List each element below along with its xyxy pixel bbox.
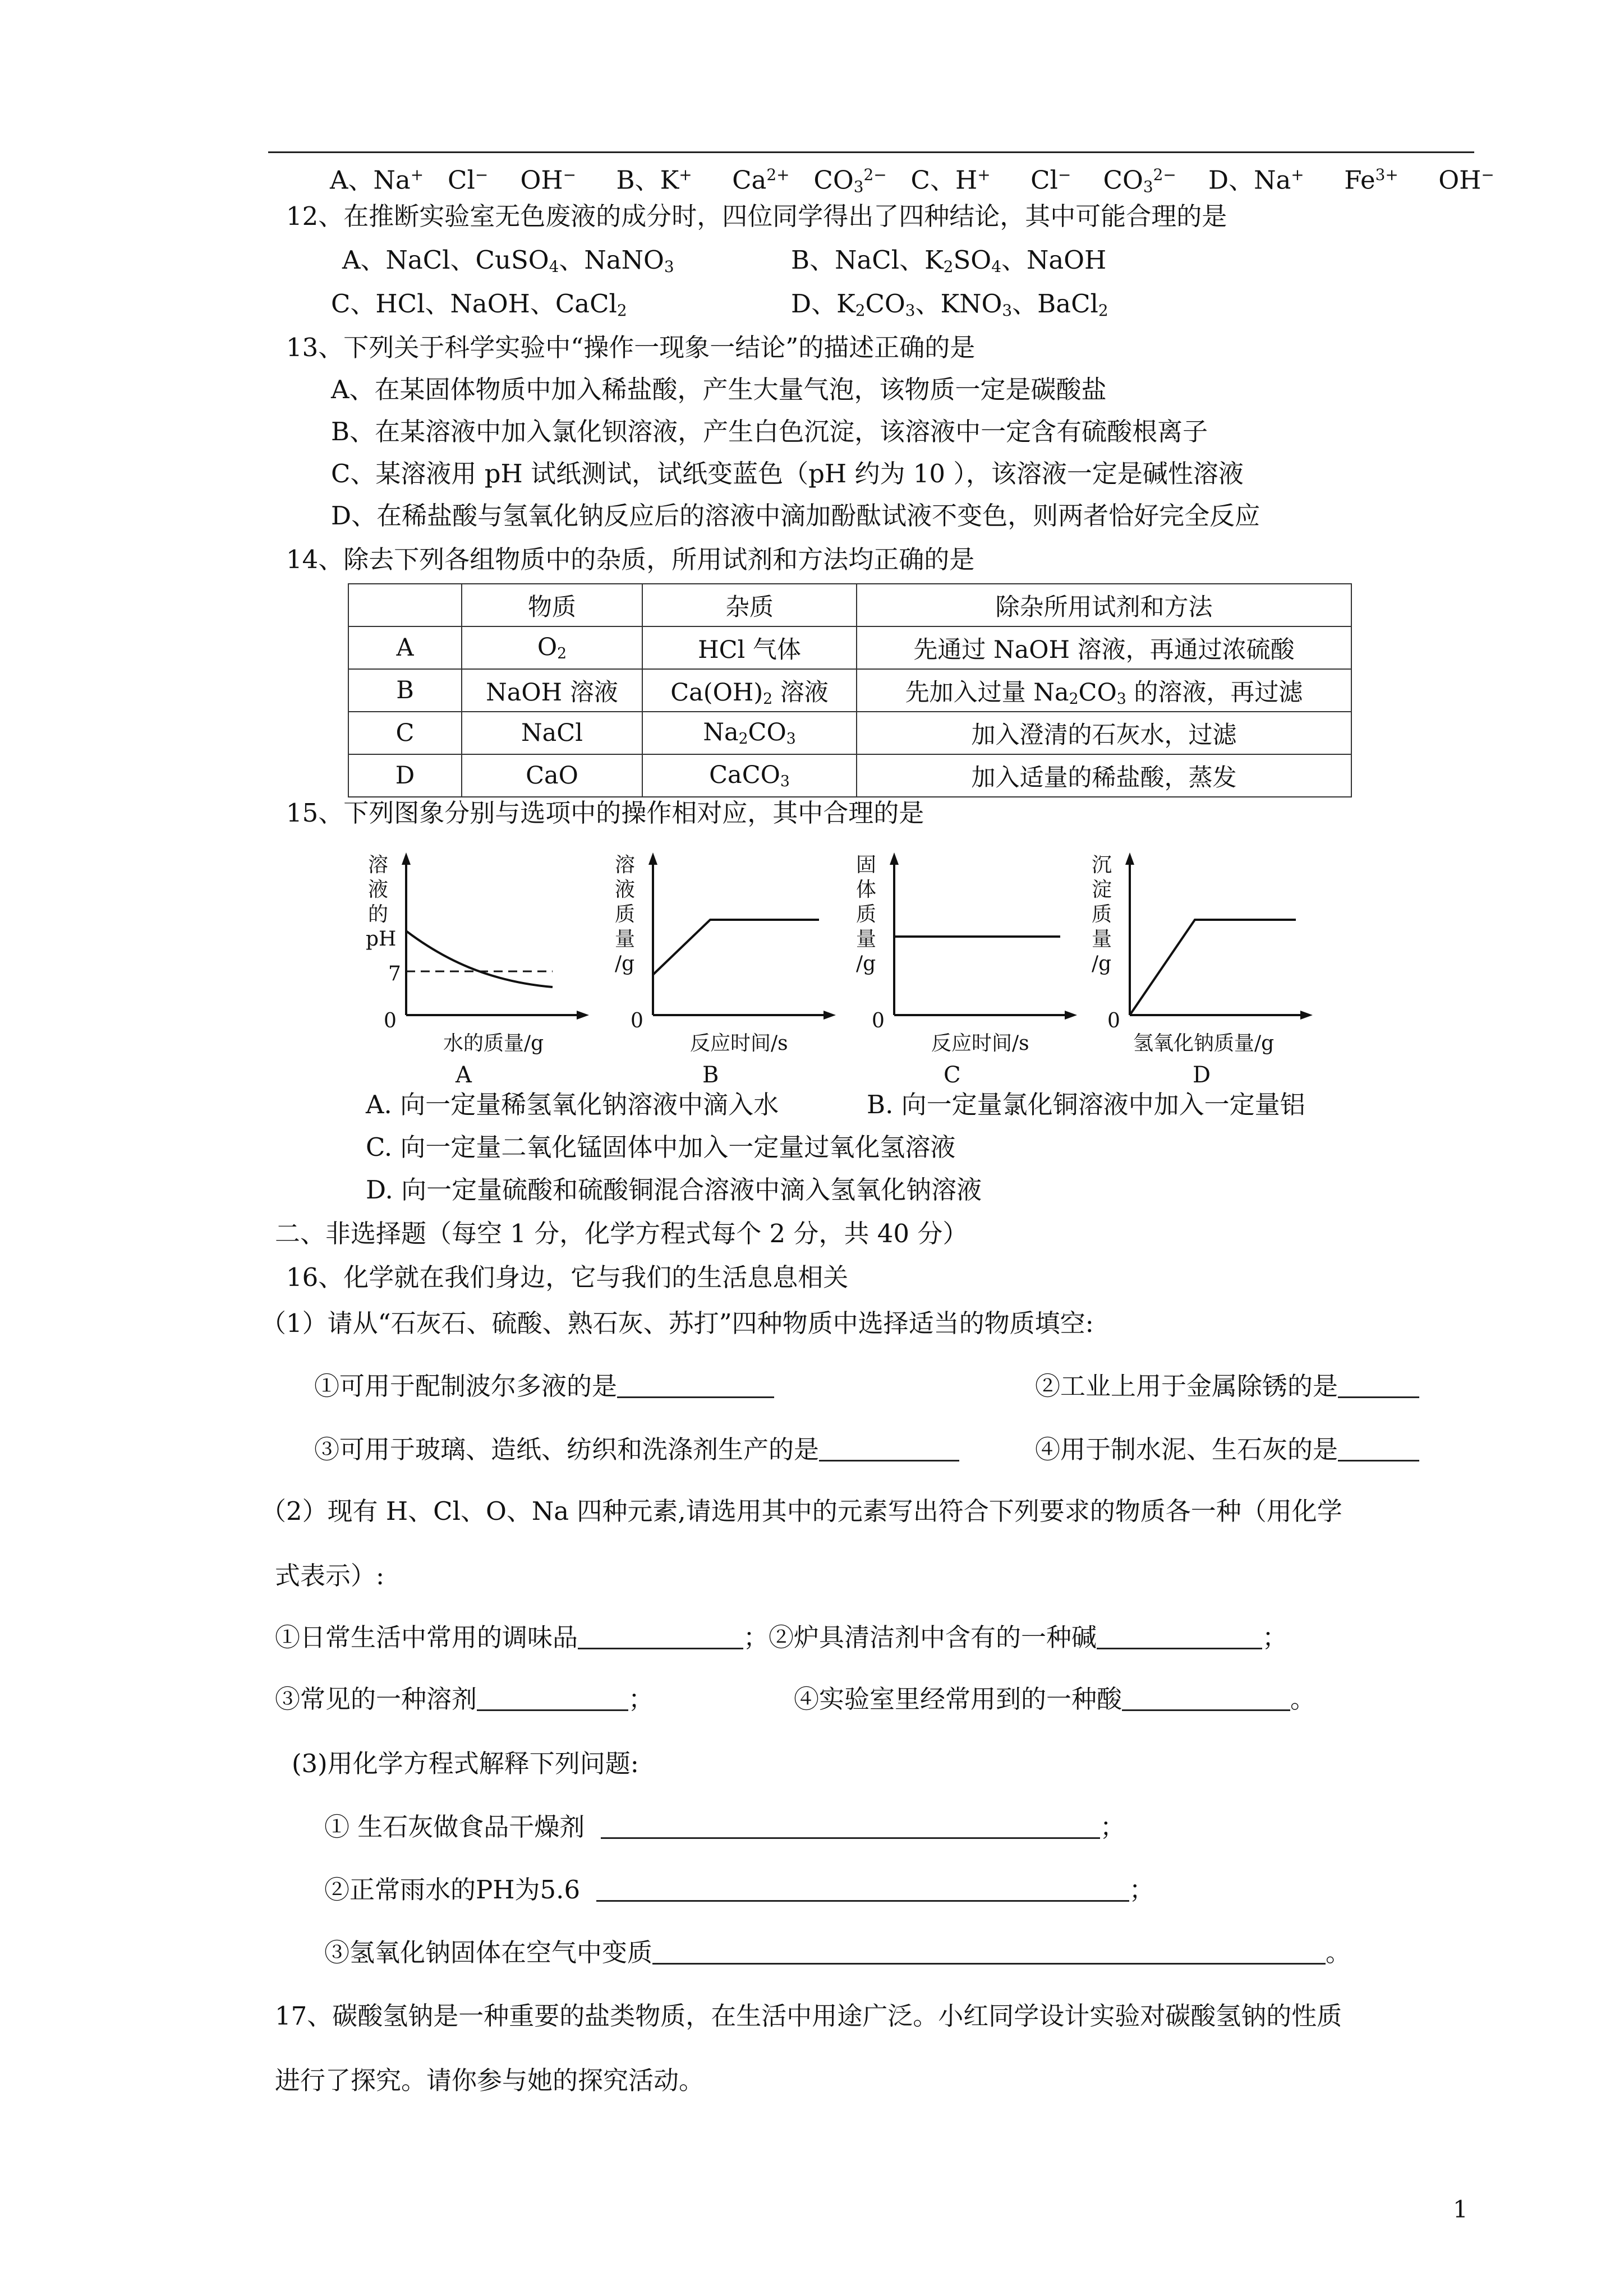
graph-c-origin: 0	[872, 1009, 885, 1032]
graph-d-ylabel-2: 质	[1092, 903, 1112, 926]
answer-blank[interactable]	[819, 1437, 959, 1461]
graph-a-ylabel-3: pH	[366, 928, 397, 951]
graph-d-ylabel-0: 沉	[1092, 854, 1112, 877]
answer-blank[interactable]	[596, 1878, 1129, 1902]
table-cell: 先通过 NaOH 溶液，再通过浓硫酸	[857, 626, 1351, 669]
table-row	[348, 626, 1351, 669]
table-cell: 物质	[462, 584, 642, 626]
q17-line2: 进行了探究。请你参与她的探究活动。	[275, 2066, 705, 2095]
table-cell: $Na_2CO_3$	[642, 712, 857, 754]
q16-part1-item3	[314, 1433, 959, 1467]
q15-stem: 15、下列图象分别与选项中的操作相对应，其中合理的是	[286, 798, 924, 828]
graph-c	[847, 847, 1094, 1088]
q16-stem: 16、化学就在我们身边，它与我们的生活息息相关	[286, 1262, 849, 1292]
answer-blank[interactable]	[601, 1815, 1100, 1839]
graph-a-label: A	[456, 1062, 472, 1088]
table-header-row	[348, 584, 1351, 626]
q16-part3-item2-text: ②正常雨水的PH为5.6	[324, 1875, 581, 1905]
graph-a-ylabel-0: 溶	[368, 854, 389, 877]
graph-c-ylabel-0: 固	[856, 854, 877, 877]
graph-c-ylabel-3: 量	[856, 928, 877, 951]
q16-part3-item1	[324, 1810, 1125, 1844]
table-cell: B	[348, 669, 462, 712]
table-cell: 加入澄清的石灰水，过滤	[857, 712, 1351, 754]
q16-part3-item3-text: ③氢氧化钠固体在空气中变质	[324, 1938, 653, 1967]
q16-part2-intro-line1: （2）现有 H、Cl、O、Na 四种元素,请选用其中的元素写出符合下列要求的物质各一种（用化学	[261, 1496, 1342, 1526]
table-cell: D	[348, 754, 462, 797]
graph-c-label: C	[944, 1062, 961, 1088]
q16-part2-row1	[275, 1621, 1287, 1654]
semicolon: ；	[628, 1684, 654, 1714]
q16-part1-item2	[1035, 1370, 1419, 1403]
graph-a-origin: 0	[384, 1009, 397, 1032]
q13-option-b: B、在某溶液中加入氯化钡溶液，产生白色沉淀，该溶液中一定含有硫酸根离子	[331, 417, 1208, 446]
answer-blank[interactable]	[477, 1687, 628, 1711]
table-row	[348, 669, 1351, 712]
graph-d-ylabel-1: 淀	[1092, 878, 1112, 901]
table-cell: $O_2$	[462, 626, 642, 669]
table-cell: 加入适量的稀盐酸，蒸发	[857, 754, 1351, 797]
q16-part2-row2b	[794, 1682, 1315, 1716]
answer-blank[interactable]	[1338, 1437, 1419, 1461]
answer-blank[interactable]	[1338, 1374, 1419, 1398]
table-cell: NaCl	[462, 712, 642, 754]
q16-part1-item1-text: ①可用于配制波尔多液的是	[314, 1371, 618, 1401]
graph-d-ylabel-3: 量	[1092, 928, 1112, 951]
graph-b-xlabel: 反应时间/s	[690, 1032, 788, 1055]
q16-part3-intro: (3)用化学方程式解释下列问题:	[292, 1749, 639, 1778]
header-rule	[268, 151, 1474, 153]
graph-c-ylabel-4: /g	[856, 952, 876, 975]
graph-b-ylabel-3: 量	[615, 928, 636, 951]
answer-blank[interactable]	[617, 1374, 774, 1398]
graph-b-ylabel-2: 质	[615, 903, 636, 926]
answer-blank[interactable]	[1122, 1687, 1290, 1711]
graph-a	[359, 847, 595, 1088]
q16-part2-row2	[275, 1682, 654, 1716]
section-2-heading: 二、非选择题（每空 1 分，化学方程式每个 2 分，共 40 分）	[275, 1219, 968, 1248]
semicolon: ；	[1099, 1812, 1125, 1842]
q15-option-c: C. 向一定量二氧化锰固体中加入一定量过氧化氢溶液	[366, 1132, 956, 1162]
q15-option-a: A. 向一定量稀氢氧化钠溶液中滴入水	[366, 1090, 779, 1119]
graph-b-label: B	[702, 1062, 719, 1088]
graph-d	[1083, 847, 1346, 1088]
table-cell: 先加入过量 $Na_2CO_3$ 的溶液，再过滤	[857, 669, 1351, 712]
graph-b-ylabel-0: 溶	[615, 854, 636, 877]
q14-stem: 14、除去下列各组物质中的杂质，所用试剂和方法均正确的是	[286, 545, 975, 574]
q14-table	[348, 583, 1352, 797]
graph-d-label: D	[1193, 1062, 1211, 1088]
q16-part2-intro-line2: 式表示）:	[275, 1561, 385, 1590]
table-cell: CaO	[462, 754, 642, 797]
q12-option-c: C、HCl、NaOH、CaCl$_2$	[331, 289, 627, 320]
q16-part2-item1-text: ①日常生活中常用的调味品	[275, 1622, 578, 1652]
page-number: 1	[1453, 2196, 1468, 2223]
table-cell: CaCO$_3$	[642, 754, 857, 797]
table-row	[348, 754, 1351, 797]
q13-stem: 13、下列关于科学实验中“操作一现象一结论”的描述正确的是	[286, 333, 976, 362]
q16-part3-item3	[324, 1936, 1351, 1970]
q12-option-b: B、NaCl、$K_2SO_4$、NaOH	[791, 245, 1107, 276]
q17-line1: 17、碳酸氢钠是一种重要的盐类物质，在生活中用途广泛。小红同学设计实验对碳酸氢钠的性质	[275, 2001, 1342, 2031]
graph-c-xlabel: 反应时间/s	[931, 1032, 1029, 1055]
q13-option-d: D、在稀盐酸与氢氧化钠反应后的溶液中滴加酚酞试液不变色，则两者恰好完全反应	[331, 501, 1260, 531]
q15-option-b: B. 向一定量氯化铜溶液中加入一定量铝	[867, 1090, 1305, 1119]
table-cell: 除杂所用试剂和方法	[857, 584, 1351, 626]
graph-d-origin: 0	[1107, 1009, 1120, 1032]
graph-b-origin: 0	[631, 1009, 643, 1032]
period: 。	[1326, 1938, 1351, 1967]
table-cell	[348, 584, 462, 626]
q16-part1-item4	[1035, 1433, 1419, 1467]
table-cell: HCl 气体	[642, 626, 857, 669]
q16-part3-item1-text: ① 生石灰做食品干燥剂	[324, 1812, 585, 1842]
graph-c-ylabel-2: 质	[856, 903, 877, 926]
q12-option-a: A、NaCl、CuSO$_4$、NaNO$_3$	[342, 245, 674, 276]
q16-part2-item4-text: ④实验室里经常用到的一种酸	[794, 1684, 1122, 1714]
q12-stem: 12、在推断实验室无色废液的成分时，四位同学得出了四种结论，其中可能合理的是	[286, 201, 1227, 231]
graph-b-ylabel-1: 液	[615, 878, 636, 901]
graph-d-xlabel: 氢氧化钠质量/g	[1133, 1032, 1275, 1055]
q13-option-c: C、某溶液用 pH 试纸测试，试纸变蓝色（pH 约为 10 ），该溶液一定是碱性溶液	[331, 459, 1244, 488]
graph-b	[606, 847, 853, 1088]
table-cell: C	[348, 712, 462, 754]
graph-c-ylabel-1: 体	[856, 878, 877, 901]
graph-d-ylabel-4: /g	[1092, 952, 1112, 975]
graph-a-ylabel-1: 液	[368, 878, 389, 901]
period: 。	[1290, 1684, 1316, 1714]
table-cell: A	[348, 626, 462, 669]
answer-blank[interactable]	[578, 1625, 743, 1649]
q16-part2-item3-text: ③常见的一种溶剂	[275, 1684, 477, 1714]
q12-option-d: D、$K_2CO_3$、$KNO_3$、BaCl$_2$	[791, 289, 1108, 320]
graph-a-ref-label: 7	[388, 962, 401, 985]
q16-part1-item3-text: ③可用于玻璃、造纸、纺织和洗涤剂生产的是	[314, 1435, 820, 1464]
q16-part1-item4-text: ④用于制水泥、生石灰的是	[1035, 1435, 1338, 1464]
q16-part1-item2-text: ②工业上用于金属除锈的是	[1035, 1371, 1338, 1401]
q16-part3-item2	[324, 1873, 1154, 1907]
graph-b-ylabel-4: /g	[615, 952, 635, 975]
table-cell: $Ca(OH)_2$ 溶液	[642, 669, 857, 712]
q16-part2-item2-text: ；②炉具清洁剂中含有的一种碱	[743, 1622, 1097, 1652]
semicolon: ；	[1129, 1875, 1154, 1905]
q13-option-a: A、在某固体物质中加入稀盐酸，产生大量气泡，该物质一定是碳酸盐	[331, 375, 1107, 404]
q11-options: A、Na+ Cl− OH− B、K+ $Ca^{2+}$ $CO_3^{2-}$ C、H+ Cl− $CO_3^{2-}$ D、Na+ $Fe^{3+}$ OH−	[330, 165, 1494, 196]
table-cell: NaOH 溶液	[462, 669, 642, 712]
table-row	[348, 712, 1351, 754]
q16-part1-item1	[314, 1370, 774, 1403]
answer-blank[interactable]	[652, 1940, 1326, 1965]
q15-option-d: D. 向一定量硫酸和硫酸铜混合溶液中滴入氢氧化钠溶液	[366, 1175, 982, 1205]
answer-blank[interactable]	[1097, 1625, 1262, 1649]
table-cell: 杂质	[642, 584, 857, 626]
graph-a-ylabel-2: 的	[368, 903, 389, 926]
q16-part1-intro: （1）请从“石灰石、硫酸、熟石灰、苏打”四种物质中选择适当的物质填空:	[261, 1308, 1094, 1338]
semicolon: ；	[1262, 1622, 1288, 1652]
graph-a-xlabel: 水的质量/g	[443, 1032, 544, 1055]
